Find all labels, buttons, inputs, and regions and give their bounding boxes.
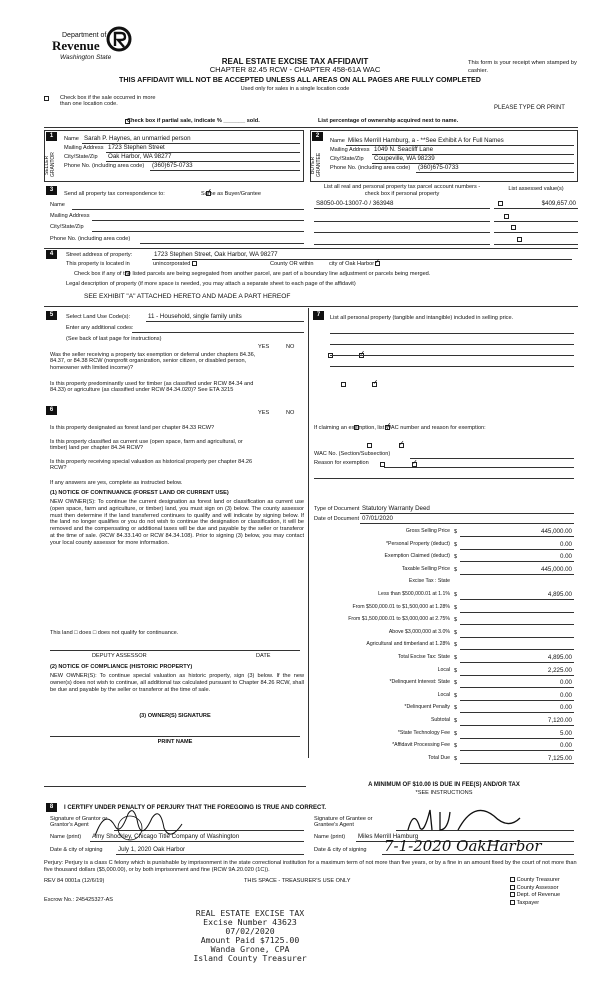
treasurer-stamp (170, 909, 330, 963)
partial-sale-label: Check box if partial sale, indicate % _______ sold. (127, 118, 260, 124)
tax-row-label: From $1,500,000.01 to $3,000,000 at 2.75% (348, 616, 450, 623)
sec6-q2: Is this property classified as current use (open space, farm and agricultural, or timber) land per chapter 84.34 RCW? (50, 439, 243, 452)
section-7-number: 7 (313, 311, 324, 320)
seller-name-label: Name (64, 136, 79, 142)
dollar-sign: $ (454, 655, 458, 661)
assessed-header: List assessed value(s) (508, 186, 564, 192)
tax-row-label: Less than $500,000.01 at 1.1% (378, 591, 450, 597)
buyer-city: Coupeville, WA 98239 (374, 155, 435, 162)
tax-row-label: Subtotal (430, 717, 450, 723)
tax-row-label: From $500,000.01 to $1,500,000 at 1.28% (352, 603, 450, 610)
unincorporated-checkbox[interactable] (192, 261, 197, 266)
section-5-number: 5 (46, 311, 57, 320)
perjury-note: Perjury: Perjury is a class C felony which is punishable by imprisonment in the state correctional institution for a maximum term of not more than five years, or by a fine in an amount fixed by the court of not more than five thousand dollars ($5,000.00), or by both imprisonment and fine (RCW 9A.20.020 (1C)). (44, 860, 577, 873)
parcel-3-personal-checkbox[interactable] (511, 225, 516, 230)
corr-phone-label: Phone No. (including area code) (50, 236, 131, 242)
dollar-sign: $ (454, 529, 458, 535)
buyer-name-label: Name (330, 138, 345, 144)
grantor-sig-label: Signature of Grantor or Grantor's Agent (50, 816, 108, 829)
tax-row-value: 0.00 (559, 742, 572, 750)
tax-row-label: Exemption Claimed (deduct) (384, 553, 450, 560)
section-1-number: 1 (46, 132, 57, 141)
sec5-no-header: NO (286, 344, 295, 350)
parcel-number: S8050-00-13007-0 / 363948 (316, 200, 394, 207)
section-4-number: 4 (46, 250, 57, 259)
located-in-label: This property is located in (66, 261, 130, 267)
notice2-body: NEW OWNER(S): To continue special valuation as historic property, sign (3) below. If the new owner(s) does not wish to continue, all additional tax calculated pursuant to Chapter 84.26 RCW, shall be due and payable by the seller or transferor at the time of sale. (50, 673, 304, 693)
copy-item: Dept. of Revenue (510, 892, 560, 900)
tax-row-label: Local (437, 666, 450, 673)
tax-row-value: 0.00 (559, 691, 572, 699)
stamp-line: REAL ESTATE EXCISE TAX (195, 908, 305, 918)
section-3-number: 3 (46, 186, 57, 195)
type-or-print: PLEASE TYPE OR PRINT (494, 105, 565, 111)
tax-row-value: 7,125.00 (547, 754, 572, 762)
tax-row-value: 4,895.00 (547, 591, 572, 598)
rev-number: REV 84 0001a (12/6/19) (44, 878, 105, 884)
deputy-date-label: DATE (256, 653, 271, 659)
minimum-due: A MINIMUM OF $10.00 IS DUE IN FEE(S) AND/OR TAX (368, 782, 520, 788)
corr-city-label: City/State/Zip (50, 224, 84, 230)
dollar-sign: $ (454, 541, 458, 548)
city-of-checkbox[interactable] (375, 261, 380, 266)
unincorporated-label: unincorporated (153, 261, 191, 267)
buyer-city-label: City/State/Zip (330, 156, 364, 162)
qualify-continuance: This land □ does □ does not qualify for continuance. (50, 630, 179, 636)
grantor-date: July 1, 2020 Oak Harbor (118, 846, 186, 853)
tax-row-label: Gross Selling Price (405, 528, 450, 534)
sec5-yes-header: YES (258, 344, 270, 350)
tax-row-value: 0.00 (559, 553, 572, 561)
tax-row-label: Above $3,000,000 at 3.0% (388, 628, 450, 635)
buyer-side-label: BUYER GRANTEE (310, 152, 322, 178)
tax-row-label: Agricultural and timberland at 1.28% (366, 641, 450, 648)
grantor-date-label: Date & city of signing (50, 847, 103, 853)
notice1-body: NEW OWNER(S): To continue the current designation as forest land or classification as current use (open space, farm and agriculture, or timber) land, you must sign on (3) below. The county assessor must then determine if the land transferred continues to qualify and will indicate by signing below. If the land no longer qualifies or you do not wish to continue the designation or classification, it will be removed and the compensating or additional taxes will be due and payable by the seller or transferor at the time of sale. (RCW 84.33.140 or RCW 84.34.108). Prior to signing (3) below, you may contact your local county assessor for more information. (50, 499, 304, 546)
stamp-line: Wanda Grone, CPA (210, 944, 290, 955)
tax-row-value: 0.00 (559, 540, 572, 548)
certify-statement: I CERTIFY UNDER PENALTY OF PERJURY THAT THE FOREGOING IS TRUE AND CORRECT. (64, 805, 327, 811)
tax-row-label: *Affidavit Processing Fee (392, 742, 450, 749)
exemption-label: If claiming an exemption, list WAC number and reason for exemption: (314, 425, 486, 431)
doc-date: 07/01/2020 (362, 515, 393, 522)
seller-phone: (360)675-0733 (152, 162, 193, 169)
parcel-header: List all real and personal property tax parcel account numbers - check box if personal property (323, 184, 481, 197)
sec6-yes-header: YES (258, 410, 270, 416)
dollar-sign: $ (454, 730, 458, 737)
print-name-label: PRINT NAME (157, 739, 193, 745)
grantor-name-label: Name (print) (50, 834, 82, 840)
city-of-label: city of Oak Harbor (329, 261, 375, 267)
grantee-date-label: Date & city of signing (314, 847, 367, 853)
correspondence-label: Send all property tax correspondence to: (64, 191, 165, 197)
parcel-4-personal-checkbox[interactable] (517, 237, 522, 242)
sec5-q1: Was the seller receiving a property tax exemption or deferral under chapters 84.36, 84.37, or 84.38 RCW (nonprofit organization, senior citizen, or disabled person, homeowner with limited income)? (50, 352, 256, 371)
seller-city-label: City/State/Zip (64, 154, 98, 160)
escrow-number: Escrow No.: 245425327-AS (44, 897, 114, 903)
sec6-q2-yes-checkbox[interactable] (367, 443, 372, 448)
tax-row-label: Total Due (428, 754, 450, 761)
grantor-name: Amy Shockley, Chicago Title Company of Washington (92, 833, 240, 840)
grantee-sig-label: Signature of Grantee or Grantee's Agent (314, 816, 373, 829)
multi-location-checkbox[interactable] (44, 96, 49, 101)
owner-signature-label: (3) OWNER(S) SIGNATURE (139, 713, 211, 719)
seller-name: Sarah P. Haynes, an unmarried person (84, 135, 191, 142)
form-chapter: CHAPTER 82.45 RCW - CHAPTER 458-61A WAC (209, 65, 381, 74)
dollar-sign: $ (454, 680, 458, 687)
parcel-1-personal-checkbox[interactable] (498, 201, 503, 206)
sec6-q3: Is this property receiving special valuation as historical property per chapter 84.26 RCW? (50, 459, 253, 472)
section-2-number: 2 (312, 132, 323, 141)
sec5-q2-no-checkbox[interactable] (372, 382, 377, 387)
form-title: REAL ESTATE EXCISE TAX AFFIDAVIT (221, 57, 369, 66)
stamp-line: Excise Number 43623 (203, 917, 297, 928)
county-or-label: County OR within (270, 261, 314, 267)
multi-location-label: Check box if the sale occurred in more than one location code. (60, 95, 156, 108)
logo-line-3: Washington State (60, 54, 112, 61)
section-6-number: 6 (46, 406, 57, 415)
tax-row-value: 0.00 (559, 704, 572, 712)
tax-row-label: *Delinquent Penalty (404, 704, 450, 711)
see-back-note: (See back of last page for instructions) (66, 336, 162, 342)
logo-line-2: Revenue (52, 38, 100, 53)
dollar-sign: $ (454, 617, 458, 624)
sec6-q2-no-checkbox[interactable] (399, 443, 404, 448)
street-label: Street address of property: (66, 252, 133, 258)
form-warning: THIS AFFIDAVIT WILL NOT BE ACCEPTED UNLESS ALL AREAS ON ALL PAGES ARE FULLY COMPLETED (119, 75, 481, 84)
copy-item: County Assessor (510, 885, 560, 893)
doc-type-label: Type of Document (314, 506, 360, 512)
notice1-title: (1) NOTICE OF CONTINUANCE (FOREST LAND OR CURRENT USE) (50, 490, 229, 496)
tax-row-label: Excise Tax : State (408, 578, 450, 585)
seller-addr-label: Mailing Address (64, 145, 104, 151)
copy-item: Taxpayer (510, 900, 560, 908)
buyer-address: 1049 N. Seacliff Lane (374, 146, 434, 153)
dor-logo (52, 26, 132, 70)
dollar-sign: $ (454, 554, 458, 561)
grantee-date: 7-1-2020 OakHarbor (384, 837, 542, 855)
sec5-q2-yes-checkbox[interactable] (341, 382, 346, 387)
tax-row-value: 2,225.00 (547, 666, 572, 674)
assessed-value: $409,657.00 (541, 200, 576, 207)
doc-date-label: Date of Document (314, 516, 360, 522)
sec6-if-yes: If any answers are yes, complete as instructed below. (50, 480, 183, 486)
tax-row-value: 445,000.00 (541, 528, 572, 535)
dollar-sign: $ (454, 718, 458, 724)
dollar-sign: $ (454, 692, 458, 699)
dollar-sign: $ (454, 629, 458, 636)
grantee-name: Miles Merrill Hamburg (358, 833, 419, 840)
buyer-phone-label: Phone No. (including area code) (330, 165, 411, 171)
seller-side-label: SELLER GRANTOR (44, 152, 56, 178)
legal-exhibit: SEE EXHIBIT "A" ATTACHED HERETO AND MADE A PART HEREOF (84, 293, 291, 300)
sec6-q1: Is this property designated as forest land per chapter 84.33 RCW? (50, 425, 215, 431)
grantor-signature-scribble (90, 806, 190, 846)
ownership-pct-label: List percentage of ownership acquired next to name. (318, 118, 459, 124)
see-instructions: *SEE INSTRUCTIONS (415, 790, 473, 796)
property-street: 1723 Stephen Street, Oak Harbor, WA 98277 (154, 251, 278, 258)
tax-row-value: 445,000.00 (541, 565, 572, 573)
tax-row-label: *Delinquent Interest: State (389, 679, 450, 686)
wac-label: WAC No. (Section/Subsection) (314, 451, 391, 457)
tax-row-value: 7,120.00 (547, 717, 572, 724)
legal-desc-label: Legal description of property (if more space is needed, you may attach a separate sheet to each page of the affidavit) (66, 281, 356, 287)
tax-row-label: Taxable Selling Price (401, 565, 450, 572)
tax-row-label: *Personal Property (deduct) (385, 540, 450, 547)
deputy-assessor-label: DEPUTY ASSESSOR (92, 653, 147, 659)
dollar-sign: $ (454, 705, 458, 712)
tax-row-value: 5.00 (559, 729, 572, 737)
stamp-line: Amount Paid $7125.00 (200, 935, 300, 946)
dollar-sign: $ (454, 604, 458, 611)
doc-type: Statutory Warranty Deed (362, 505, 430, 512)
personal-prop-label: List all personal property (tangible and intangible) included in selling price. (330, 315, 514, 321)
corr-addr-label: Mailing Address (50, 213, 90, 219)
additional-codes-label: Enter any additional codes: (66, 325, 134, 331)
corr-name-label: Name (50, 202, 65, 208)
same-as-buyer-label: Same as Buyer/Grantee (201, 191, 262, 197)
seller-address: 1723 Stephen Street (108, 144, 165, 151)
seller-city: Oak Harbor, WA 98277 (108, 153, 172, 160)
land-use-label: Select Land Use Code(s): (66, 314, 131, 320)
receipt-note: This form is your receipt when stamped by cashier. (468, 60, 577, 74)
stamp-line: 07/02/2020 (225, 926, 275, 937)
form-subline: Used only for sales in a single location code (240, 86, 350, 92)
dollar-sign: $ (454, 592, 458, 598)
copy-distribution (510, 877, 560, 907)
grantee-signature-scribble (404, 804, 524, 834)
section-8-number: 8 (46, 803, 57, 812)
copy-item: County Treasurer (510, 877, 560, 885)
parcel-2-personal-checkbox[interactable] (504, 214, 509, 219)
logo-line-1: Department of (62, 32, 107, 39)
dollar-sign: $ (454, 667, 458, 674)
buyer-name: Miles Merrill Hamburg, a - **See Exhibit A for Full Names (348, 137, 504, 144)
stamp-line: Island County Treasurer (193, 953, 307, 964)
dor-logo-mark (106, 26, 132, 52)
dollar-sign: $ (454, 743, 458, 750)
grantee-name-label: Name (print) (314, 834, 346, 840)
tax-row-value: 0.00 (559, 679, 572, 687)
dollar-sign: $ (454, 755, 458, 762)
buyer-phone: (360)675-0733 (418, 164, 459, 171)
notice2-title: (2) NOTICE OF COMPLIANCE (HISTORIC PROPERTY) (50, 664, 193, 670)
seller-phone-label: Phone No. (including area code) (64, 163, 145, 169)
sec6-no-header: NO (286, 410, 295, 416)
tax-row-label: Total Excise Tax: State (397, 654, 450, 660)
land-use-code: 11 - Household, single family units (148, 313, 242, 320)
buyer-addr-label: Mailing Address (330, 147, 370, 153)
dollar-sign: $ (454, 642, 458, 649)
tax-row-label: Local (437, 691, 450, 698)
dollar-sign: $ (454, 566, 458, 573)
sec5-q2: Is this property predominantly used for timber (as classified under RCW 84.34 and 84.33) or agriculture (as classified under RCW 84.34.020)? See ETA 3215 (50, 381, 254, 394)
segregated-label: Check box if any of the listed parcels are being segregated from another parcel, are part of a boundary line adjustment or parcels being merged. (74, 271, 431, 277)
tax-row-value: 4,895.00 (547, 654, 572, 661)
reason-label: Reason for exemption (314, 460, 369, 466)
tax-row-label: *State Technology Fee (397, 729, 450, 736)
treasurer-space: THIS SPACE - TREASURER'S USE ONLY (244, 878, 351, 884)
